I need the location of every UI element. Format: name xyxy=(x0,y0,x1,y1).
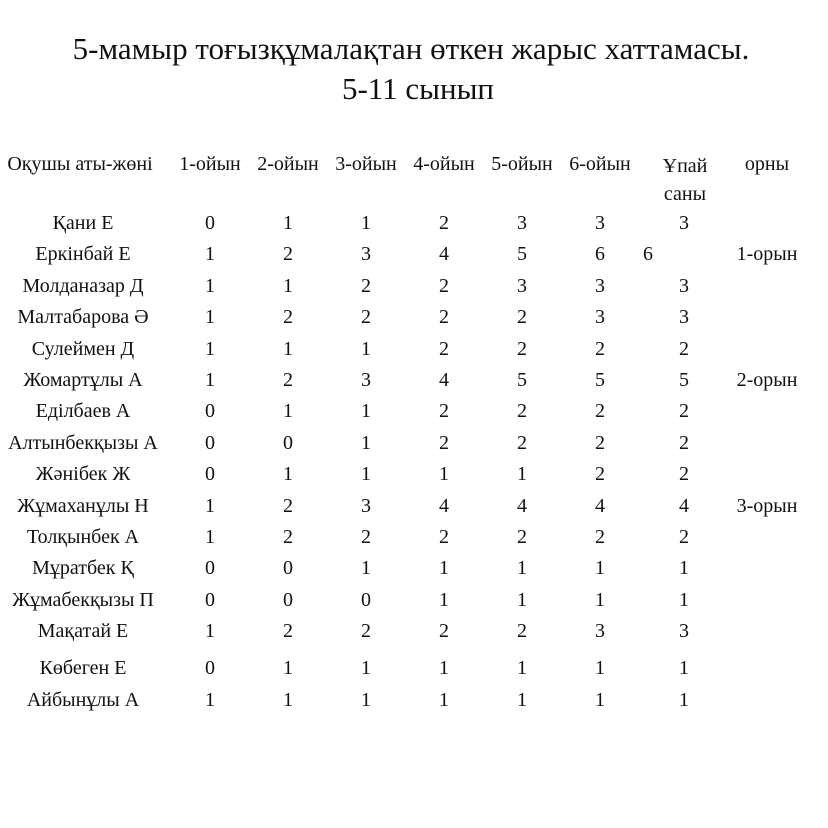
game-4-score: 2 xyxy=(439,432,449,454)
header-game-6: 6-ойын xyxy=(569,153,631,175)
game-4-score: 1 xyxy=(439,689,449,711)
game-4-score: 4 xyxy=(439,243,449,265)
student-name: Молданазар Д xyxy=(22,275,144,297)
game-3-score: 2 xyxy=(361,306,371,328)
game-5-score: 1 xyxy=(517,463,527,485)
game-6-score: 1 xyxy=(595,657,605,679)
game-3-score: 2 xyxy=(361,620,371,642)
game-2-score: 1 xyxy=(283,400,293,422)
game-5-score: 2 xyxy=(517,620,527,642)
game-2-score: 2 xyxy=(283,369,293,391)
points-total: 2 xyxy=(679,432,689,454)
game-1-score: 0 xyxy=(205,557,215,579)
game-5-score: 2 xyxy=(517,400,527,422)
game-6-score: 2 xyxy=(595,400,605,422)
game-3-score: 1 xyxy=(361,557,371,579)
game-2-score: 0 xyxy=(283,557,293,579)
student-name: Айбынұлы А xyxy=(26,689,140,711)
points-total: 2 xyxy=(679,400,689,422)
game-3-score: 3 xyxy=(361,243,371,265)
points-total: 3 xyxy=(679,275,689,297)
game-2-score: 1 xyxy=(283,275,293,297)
game-1-score: 1 xyxy=(205,526,215,548)
game-1-score: 0 xyxy=(205,657,215,679)
game-1-score: 1 xyxy=(205,369,215,391)
game-1-score: 1 xyxy=(205,306,215,328)
game-4-score: 2 xyxy=(439,400,449,422)
game-6-score: 1 xyxy=(595,557,605,579)
game-4-score: 2 xyxy=(439,338,449,360)
game-6-score: 5 xyxy=(595,369,605,391)
game-1-score: 1 xyxy=(205,338,215,360)
header-points: Ұпай саны xyxy=(662,155,708,205)
game-6-score: 4 xyxy=(595,495,605,517)
points-total: 5 xyxy=(679,369,689,391)
points-total: 3 xyxy=(679,620,689,642)
student-name: Жәнібек Ж xyxy=(35,463,131,485)
game-6-score: 1 xyxy=(595,689,605,711)
game-5-score: 1 xyxy=(517,557,527,579)
game-4-score: 2 xyxy=(439,526,449,548)
header-game-3: 3-ойын xyxy=(335,153,397,175)
game-3-score: 2 xyxy=(361,275,371,297)
game-2-score: 1 xyxy=(283,657,293,679)
student-name: Сулеймен Д xyxy=(31,338,135,360)
game-1-score: 0 xyxy=(205,463,215,485)
game-5-score: 4 xyxy=(517,495,527,517)
game-1-score: 1 xyxy=(205,620,215,642)
game-3-score: 1 xyxy=(361,212,371,234)
game-6-score: 2 xyxy=(595,338,605,360)
game-5-score: 5 xyxy=(517,243,527,265)
game-5-score: 3 xyxy=(517,212,527,234)
header-game-5: 5-ойын xyxy=(491,153,553,175)
document-title xyxy=(0,29,828,109)
header-game-2: 2-ойын xyxy=(257,153,319,175)
place-label: 3-орын xyxy=(736,495,798,517)
header-place: орны xyxy=(744,153,790,175)
game-4-score: 2 xyxy=(439,306,449,328)
game-2-score: 1 xyxy=(283,212,293,234)
game-3-score: 2 xyxy=(361,526,371,548)
student-name: Жұмаханұлы Н xyxy=(17,495,149,517)
game-6-score: 6 xyxy=(595,243,605,265)
game-5-score: 1 xyxy=(517,657,527,679)
game-6-score: 3 xyxy=(595,620,605,642)
game-3-score: 0 xyxy=(361,589,371,611)
game-4-score: 2 xyxy=(439,212,449,234)
game-3-score: 1 xyxy=(361,432,371,454)
extra-score: 6 xyxy=(643,243,653,265)
game-2-score: 1 xyxy=(283,463,293,485)
game-1-score: 1 xyxy=(205,243,215,265)
game-3-score: 1 xyxy=(361,689,371,711)
student-name: Еділбаев А xyxy=(35,400,131,422)
game-5-score: 1 xyxy=(517,589,527,611)
game-2-score: 0 xyxy=(283,589,293,611)
game-5-score: 2 xyxy=(517,338,527,360)
points-total: 1 xyxy=(679,557,689,579)
game-4-score: 1 xyxy=(439,589,449,611)
game-1-score: 0 xyxy=(205,400,215,422)
game-6-score: 2 xyxy=(595,432,605,454)
student-name: Малтабарова Ә xyxy=(17,306,149,328)
game-4-score: 4 xyxy=(439,495,449,517)
game-5-score: 2 xyxy=(517,526,527,548)
points-total: 3 xyxy=(679,306,689,328)
game-1-score: 1 xyxy=(205,495,215,517)
points-total: 1 xyxy=(679,689,689,711)
game-2-score: 1 xyxy=(283,689,293,711)
game-4-score: 1 xyxy=(439,657,449,679)
student-name: Еркінбай Е xyxy=(35,243,131,265)
points-total: 1 xyxy=(679,589,689,611)
points-total: 1 xyxy=(679,657,689,679)
game-2-score: 2 xyxy=(283,243,293,265)
header-name: Оқушы аты-жөні xyxy=(7,153,153,175)
game-5-score: 3 xyxy=(517,275,527,297)
points-total: 3 xyxy=(679,212,689,234)
place-label: 1-орын xyxy=(736,243,798,265)
game-6-score: 2 xyxy=(595,526,605,548)
game-3-score: 1 xyxy=(361,400,371,422)
game-4-score: 1 xyxy=(439,557,449,579)
game-3-score: 1 xyxy=(361,657,371,679)
game-5-score: 1 xyxy=(517,689,527,711)
game-4-score: 2 xyxy=(439,620,449,642)
game-3-score: 1 xyxy=(361,338,371,360)
points-total: 2 xyxy=(679,526,689,548)
game-1-score: 0 xyxy=(205,589,215,611)
title-line-1: 5-мамыр тоғызқұмалақтан өткен жарыс хаттамасы. xyxy=(72,31,750,66)
game-2-score: 1 xyxy=(283,338,293,360)
game-4-score: 2 xyxy=(439,275,449,297)
student-name: Жұмабекқызы П xyxy=(12,589,154,611)
game-4-score: 4 xyxy=(439,369,449,391)
game-4-score: 1 xyxy=(439,463,449,485)
game-3-score: 1 xyxy=(361,463,371,485)
game-5-score: 2 xyxy=(517,432,527,454)
game-3-score: 3 xyxy=(361,369,371,391)
game-2-score: 2 xyxy=(283,495,293,517)
student-name: Көбеген Е xyxy=(39,657,127,679)
game-1-score: 0 xyxy=(205,212,215,234)
points-total: 4 xyxy=(679,495,689,517)
points-total: 2 xyxy=(679,338,689,360)
game-1-score: 1 xyxy=(205,275,215,297)
game-2-score: 2 xyxy=(283,306,293,328)
game-6-score: 3 xyxy=(595,306,605,328)
game-6-score: 1 xyxy=(595,589,605,611)
points-total: 2 xyxy=(679,463,689,485)
student-name: Мақатай Е xyxy=(37,620,129,642)
game-5-score: 5 xyxy=(517,369,527,391)
student-name: Қани Е xyxy=(52,212,114,234)
title-line-2: 5-11 сынып xyxy=(341,71,495,106)
header-game-4: 4-ойын xyxy=(413,153,475,175)
game-6-score: 2 xyxy=(595,463,605,485)
game-1-score: 0 xyxy=(205,432,215,454)
game-2-score: 2 xyxy=(283,620,293,642)
game-6-score: 3 xyxy=(595,212,605,234)
game-5-score: 2 xyxy=(517,306,527,328)
student-name: Жомартұлы А xyxy=(23,369,143,391)
student-name: Алтынбекқызы А xyxy=(8,432,158,454)
student-name: Мұратбек Қ xyxy=(32,557,134,579)
student-name: Толқынбек А xyxy=(26,526,140,548)
game-3-score: 3 xyxy=(361,495,371,517)
game-1-score: 1 xyxy=(205,689,215,711)
header-game-1: 1-ойын xyxy=(179,153,241,175)
game-2-score: 2 xyxy=(283,526,293,548)
game-6-score: 3 xyxy=(595,275,605,297)
place-label: 2-орын xyxy=(736,369,798,391)
game-2-score: 0 xyxy=(283,432,293,454)
